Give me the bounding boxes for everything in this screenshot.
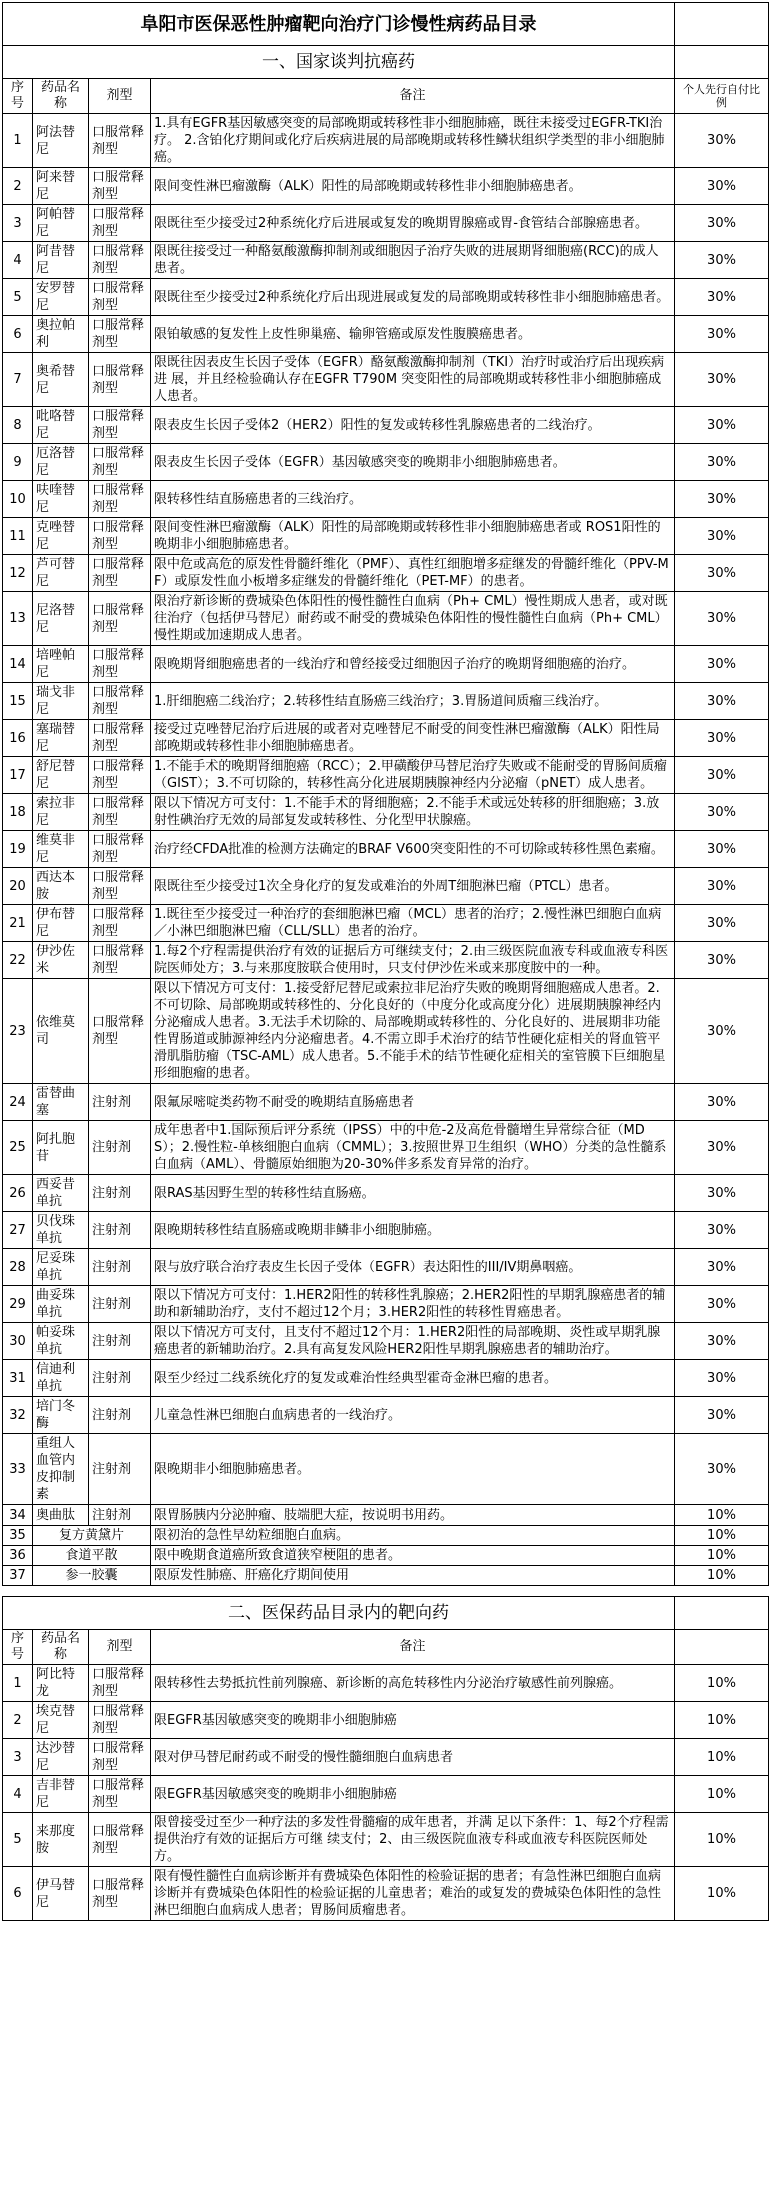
drug-name: 伊沙佐米 <box>33 942 89 979</box>
drug-note: 限EGFR基因敏感突变的晚期非小细胞肺癌 <box>151 1776 675 1813</box>
table-row <box>3 1867 769 1921</box>
self-pay-rate: 30% <box>675 1397 769 1434</box>
drug-name: 食道平散 <box>33 1546 151 1566</box>
row-number: 9 <box>3 444 33 481</box>
dosage-form: 口服常释剂型 <box>89 114 151 168</box>
dosage-form: 口服常释剂型 <box>89 794 151 831</box>
self-pay-rate: 30% <box>675 1286 769 1323</box>
dosage-form: 注射剂 <box>89 1175 151 1212</box>
table-row <box>3 1084 769 1121</box>
drug-name: 舒尼替尼 <box>33 757 89 794</box>
self-pay-rate: 10% <box>675 1526 769 1546</box>
drug-note: 限间变性淋巴瘤激酶（ALK）阳性的局部晚期或转移性非小细胞肺癌患者或 ROS1阳性的晚期非小细胞肺癌患者。 <box>151 518 675 555</box>
table-row <box>3 646 769 683</box>
drug-note: 限既往至少接受过2种系统化疗后出现进展或复发的局部晚期或转移性非小细胞肺癌患者。 <box>151 279 675 316</box>
row-number: 6 <box>3 1867 33 1921</box>
table-row <box>3 683 769 720</box>
self-pay-rate: 30% <box>675 316 769 353</box>
dosage-form: 注射剂 <box>89 1121 151 1175</box>
dosage-form: 口服常释剂型 <box>89 481 151 518</box>
drug-note: 限表皮生长因子受体2（HER2）阳性的复发或转移性乳腺癌患者的二线治疗。 <box>151 407 675 444</box>
drug-name: 雷替曲塞 <box>33 1084 89 1121</box>
table-row <box>3 1546 769 1566</box>
drug-note: 1.既往至少接受过一种治疗的套细胞淋巴瘤（MCL）患者的治疗；2.慢性淋巴细胞白血病／小淋巴细胞淋巴瘤（CLL/SLL）患者的治疗。 <box>151 905 675 942</box>
drug-name: 克唑替尼 <box>33 518 89 555</box>
drug-note: 限既往至少接受过2种系统化疗后进展或复发的晚期胃腺癌或胃-食管结合部腺癌患者。 <box>151 205 675 242</box>
drug-note: 接受过克唑替尼治疗后进展的或者对克唑替尼不耐受的间变性淋巴瘤激酶（ALK）阳性局部晚期或转移性非小细胞肺癌患者。 <box>151 720 675 757</box>
table-row <box>3 1249 769 1286</box>
drug-note: 1.具有EGFR基因敏感突变的局部晚期或转移性非小细胞肺癌，既往未接受过EGFR-TKI治疗。 2.含铂化疗期间或化疗后疾病进展的局部晚期或转移性鳞状组织学类型的非小细胞肺癌。 <box>151 114 675 168</box>
row-number: 29 <box>3 1286 33 1323</box>
drug-note: 限中危或高危的原发性骨髓纤维化（PMF）、真性红细胞增多症继发的骨髓纤维化（PPV-MF）或原发性血小板增多症继发的骨髓纤维化（PET-MF）的患者。 <box>151 555 675 592</box>
dosage-form: 口服常释剂型 <box>89 592 151 646</box>
dosage-form: 口服常释剂型 <box>89 1665 151 1702</box>
table-row <box>3 1813 769 1867</box>
dosage-form: 口服常释剂型 <box>89 720 151 757</box>
row-number: 19 <box>3 831 33 868</box>
column-header-no: 序号 <box>3 79 33 114</box>
drug-name: 阿昔替尼 <box>33 242 89 279</box>
table-row <box>3 1702 769 1739</box>
dosage-form: 口服常释剂型 <box>89 1739 151 1776</box>
drug-name: 奥曲肽 <box>33 1505 89 1526</box>
dosage-form: 注射剂 <box>89 1249 151 1286</box>
drug-note: 治疗经CFDA批准的检测方法确定的BRAF V600突变阳性的不可切除或转移性黑色素瘤。 <box>151 831 675 868</box>
self-pay-rate: 30% <box>675 114 769 168</box>
spacer-cell <box>3 1586 769 1597</box>
drug-note: 限以下情况方可支付，且支付不超过12个月：1.HER2阳性的局部晚期、炎性或早期乳腺癌患者的新辅助治疗。2.具有高复发风险HER2阳性早期乳腺癌患者的辅助治疗。 <box>151 1323 675 1360</box>
drug-note: 成年患者中1.国际预后评分系统（IPSS）中的中危-2及高危骨髓增生异常综合征（MDS）；2.慢性粒-单核细胞白血病（CMML）；3.按照世界卫生组织（WHO）分类的急性髓系白血病（AML）、骨髓原始细胞为20-30%伴多系发育异常的治疗。 <box>151 1121 675 1175</box>
drug-name: 阿扎胞苷 <box>33 1121 89 1175</box>
dosage-form: 口服常释剂型 <box>89 205 151 242</box>
section-spacer <box>3 1586 769 1597</box>
table-row <box>3 407 769 444</box>
catalog-body <box>3 3 769 1921</box>
self-pay-rate: 30% <box>675 831 769 868</box>
self-pay-rate: 30% <box>675 646 769 683</box>
drug-name: 吡咯替尼 <box>33 407 89 444</box>
drug-name: 依维莫司 <box>33 979 89 1084</box>
section-heading-row <box>3 1597 769 1630</box>
table-row <box>3 481 769 518</box>
column-header-form: 剂型 <box>89 1630 151 1665</box>
column-header-note: 备注 <box>151 1630 675 1665</box>
row-number: 23 <box>3 979 33 1084</box>
row-number: 14 <box>3 646 33 683</box>
drug-note: 限初治的急性早幼粒细胞白血病。 <box>151 1526 675 1546</box>
table-row <box>3 1175 769 1212</box>
drug-name: 伊布替尼 <box>33 905 89 942</box>
drug-name: 曲妥珠单抗 <box>33 1286 89 1323</box>
row-number: 33 <box>3 1434 33 1505</box>
row-number: 2 <box>3 168 33 205</box>
table-row <box>3 942 769 979</box>
drug-name: 阿法替尼 <box>33 114 89 168</box>
drug-name: 复方黄黛片 <box>33 1526 151 1546</box>
table-row <box>3 1739 769 1776</box>
self-pay-rate: 30% <box>675 205 769 242</box>
self-pay-rate: 30% <box>675 407 769 444</box>
row-number: 8 <box>3 407 33 444</box>
dosage-form: 口服常释剂型 <box>89 1867 151 1921</box>
row-number: 30 <box>3 1323 33 1360</box>
section-heading-row <box>3 46 769 79</box>
dosage-form: 口服常释剂型 <box>89 905 151 942</box>
self-pay-rate: 10% <box>675 1702 769 1739</box>
drug-note: 限以下情况方可支付：1.不能手术的肾细胞癌；2.不能手术或远处转移的肝细胞癌；3.放射性碘治疗无效的局部复发或转移性、分化型甲状腺癌。 <box>151 794 675 831</box>
drug-name: 培唑帕尼 <box>33 646 89 683</box>
self-pay-rate: 10% <box>675 1867 769 1921</box>
drug-name: 维莫非尼 <box>33 831 89 868</box>
row-number: 12 <box>3 555 33 592</box>
drug-note: 限以下情况方可支付：1.HER2阳性的转移性乳腺癌；2.HER2阳性的早期乳腺癌患者的辅助和新辅助治疗，支付不超过12个月；3.HER2阳性的转移性胃癌患者。 <box>151 1286 675 1323</box>
drug-name: 厄洛替尼 <box>33 444 89 481</box>
row-number: 17 <box>3 757 33 794</box>
drug-name: 贝伐珠单抗 <box>33 1212 89 1249</box>
drug-name: 奥希替尼 <box>33 353 89 407</box>
page-title: 阜阳市医保恶性肿瘤靶向治疗门诊慢性病药品目录 <box>3 3 675 46</box>
drug-name: 来那度胺 <box>33 1813 89 1867</box>
section-heading: 二、医保药品目录内的靶向药 <box>3 1597 675 1630</box>
table-row <box>3 1360 769 1397</box>
self-pay-rate: 30% <box>675 481 769 518</box>
row-number: 21 <box>3 905 33 942</box>
self-pay-rate: 30% <box>675 683 769 720</box>
drug-note: 儿童急性淋巴细胞白血病患者的一线治疗。 <box>151 1397 675 1434</box>
row-number: 31 <box>3 1360 33 1397</box>
row-number: 22 <box>3 942 33 979</box>
table-row <box>3 794 769 831</box>
row-number: 4 <box>3 1776 33 1813</box>
self-pay-rate: 30% <box>675 242 769 279</box>
table-row <box>3 1323 769 1360</box>
table-row <box>3 1776 769 1813</box>
drug-name: 阿来替尼 <box>33 168 89 205</box>
drug-name: 埃克替尼 <box>33 1702 89 1739</box>
table-row <box>3 444 769 481</box>
dosage-form: 注射剂 <box>89 1397 151 1434</box>
column-header-row <box>3 79 769 114</box>
table-row <box>3 1505 769 1526</box>
self-pay-rate: 30% <box>675 1121 769 1175</box>
drug-name: 伊马替尼 <box>33 1867 89 1921</box>
table-row <box>3 1286 769 1323</box>
dosage-form: 口服常释剂型 <box>89 407 151 444</box>
column-header-name: 药品名称 <box>33 79 89 114</box>
dosage-form: 口服常释剂型 <box>89 979 151 1084</box>
drug-name: 信迪利单抗 <box>33 1360 89 1397</box>
dosage-form: 口服常释剂型 <box>89 1776 151 1813</box>
self-pay-rate: 30% <box>675 942 769 979</box>
drug-note: 限晚期非小细胞肺癌患者。 <box>151 1434 675 1505</box>
self-pay-rate: 30% <box>675 1434 769 1505</box>
dosage-form: 注射剂 <box>89 1505 151 1526</box>
column-header-rate <box>675 1630 769 1665</box>
drug-note: 限RAS基因野生型的转移性结直肠癌。 <box>151 1175 675 1212</box>
dosage-form: 口服常释剂型 <box>89 757 151 794</box>
drug-name: 达沙替尼 <box>33 1739 89 1776</box>
section-blank-cell <box>675 1597 769 1630</box>
self-pay-rate: 10% <box>675 1546 769 1566</box>
self-pay-rate: 30% <box>675 168 769 205</box>
self-pay-rate: 30% <box>675 1360 769 1397</box>
dosage-form: 注射剂 <box>89 1084 151 1121</box>
drug-note: 限转移性结直肠癌患者的三线治疗。 <box>151 481 675 518</box>
drug-note: 限有慢性髓性白血病诊断并有费城染色体阳性的检验证据的患者；有急性淋巴细胞白血病诊断并有费城染色体阳性的检验证据的儿童患者；难治的或复发的费城染色体阳性的急性淋巴细胞白血病成人患者；胃肠间质瘤患者。 <box>151 1867 675 1921</box>
table-row <box>3 353 769 407</box>
row-number: 18 <box>3 794 33 831</box>
table-row <box>3 316 769 353</box>
dosage-form: 口服常释剂型 <box>89 868 151 905</box>
table-row <box>3 168 769 205</box>
column-header-no: 序号 <box>3 1630 33 1665</box>
self-pay-rate: 30% <box>675 592 769 646</box>
self-pay-rate: 10% <box>675 1505 769 1526</box>
self-pay-rate: 30% <box>675 444 769 481</box>
dosage-form: 口服常释剂型 <box>89 316 151 353</box>
drug-note: 限曾接受过至少一种疗法的多发性骨髓瘤的成年患者，并满 足以下条件：1、每2个疗程需提供治疗有效的证据后方可继 续支付；2、由三级医院血液专科或血液专科医院医师处方。 <box>151 1813 675 1867</box>
row-number: 4 <box>3 242 33 279</box>
row-number: 32 <box>3 1397 33 1434</box>
drug-name: 芦可替尼 <box>33 555 89 592</box>
dosage-form: 口服常释剂型 <box>89 279 151 316</box>
table-row <box>3 1665 769 1702</box>
drug-note: 限间变性淋巴瘤激酶（ALK）阳性的局部晚期或转移性非小细胞肺癌患者。 <box>151 168 675 205</box>
drug-note: 1.不能手术的晚期肾细胞癌（RCC）；2.甲磺酸伊马替尼治疗失败或不能耐受的胃肠间质瘤（GIST）；3.不可切除的，转移性高分化进展期胰腺神经内分泌瘤（pNET）成人患者。 <box>151 757 675 794</box>
row-number: 27 <box>3 1212 33 1249</box>
table-row <box>3 555 769 592</box>
drug-note: 限表皮生长因子受体（EGFR）基因敏感突变的晚期非小细胞肺癌患者。 <box>151 444 675 481</box>
row-number: 25 <box>3 1121 33 1175</box>
table-row <box>3 868 769 905</box>
self-pay-rate: 30% <box>675 518 769 555</box>
row-number: 26 <box>3 1175 33 1212</box>
drug-note: 限转移性去势抵抗性前列腺癌、新诊断的高危转移性内分泌治疗敏感性前列腺癌。 <box>151 1665 675 1702</box>
dosage-form: 口服常释剂型 <box>89 1702 151 1739</box>
dosage-form: 口服常释剂型 <box>89 683 151 720</box>
title-blank-cell <box>675 3 769 46</box>
self-pay-rate: 30% <box>675 555 769 592</box>
self-pay-rate: 10% <box>675 1566 769 1586</box>
drug-name: 重组人血管内皮抑制素 <box>33 1434 89 1505</box>
row-number: 16 <box>3 720 33 757</box>
drug-name: 安罗替尼 <box>33 279 89 316</box>
section-heading: 一、国家谈判抗癌药 <box>3 46 675 79</box>
drug-note: 限氟尿嘧啶类药物不耐受的晚期结直肠癌患者 <box>151 1084 675 1121</box>
drug-name: 索拉非尼 <box>33 794 89 831</box>
drug-note: 限中晚期食道癌所致食道狭窄梗阻的患者。 <box>151 1546 675 1566</box>
table-row <box>3 1566 769 1586</box>
column-header-row <box>3 1630 769 1665</box>
table-row <box>3 518 769 555</box>
dosage-form: 口服常释剂型 <box>89 646 151 683</box>
dosage-form: 注射剂 <box>89 1360 151 1397</box>
table-row <box>3 279 769 316</box>
self-pay-rate: 30% <box>675 1175 769 1212</box>
row-number: 11 <box>3 518 33 555</box>
drug-note: 限晚期转移性结直肠癌或晚期非鳞非小细胞肺癌。 <box>151 1212 675 1249</box>
drug-note: 限原发性肺癌、肝癌化疗期间使用 <box>151 1566 675 1586</box>
drug-name: 西妥昔单抗 <box>33 1175 89 1212</box>
section-blank-cell <box>675 46 769 79</box>
row-number: 1 <box>3 1665 33 1702</box>
drug-name: 塞瑞替尼 <box>33 720 89 757</box>
row-number: 13 <box>3 592 33 646</box>
row-number: 3 <box>3 205 33 242</box>
dosage-form: 口服常释剂型 <box>89 168 151 205</box>
self-pay-rate: 30% <box>675 1249 769 1286</box>
self-pay-rate: 10% <box>675 1739 769 1776</box>
drug-name: 吉非替尼 <box>33 1776 89 1813</box>
drug-note: 限以下情况方可支付：1.接受舒尼替尼或索拉非尼治疗失败的晚期肾细胞癌成人患者。2.不可切除、局部晚期或转移性的、分化良好的（中度分化或高度分化）进展期胰腺神经内分泌瘤成人患者。3.无法手术切除的、局部晚期或转移性的、分化良好的、进展期非功能性胃肠道或肺源神经内分泌瘤患者。4.不需立即手术治疗的结节性硬化症相关的肾血管平滑肌脂肪瘤（TSC-AML）成人患者。5.不能手术的结节性硬化症相关的室管膜下巨细胞星形细胞瘤的患者。 <box>151 979 675 1084</box>
table-row <box>3 1526 769 1546</box>
column-header-name: 药品名称 <box>33 1630 89 1665</box>
self-pay-rate: 30% <box>675 1323 769 1360</box>
row-number: 28 <box>3 1249 33 1286</box>
table-row <box>3 757 769 794</box>
table-row <box>3 979 769 1084</box>
drug-name: 培门冬酶 <box>33 1397 89 1434</box>
drug-name: 呋喹替尼 <box>33 481 89 518</box>
table-row <box>3 720 769 757</box>
dosage-form: 注射剂 <box>89 1212 151 1249</box>
drug-name: 瑞戈非尼 <box>33 683 89 720</box>
table-row <box>3 114 769 168</box>
dosage-form: 口服常释剂型 <box>89 942 151 979</box>
self-pay-rate: 10% <box>675 1776 769 1813</box>
drug-note: 限铂敏感的复发性上皮性卵巢癌、输卵管癌或原发性腹膜癌患者。 <box>151 316 675 353</box>
self-pay-rate: 30% <box>675 720 769 757</box>
drug-name: 阿比特龙 <box>33 1665 89 1702</box>
row-number: 37 <box>3 1566 33 1586</box>
drug-note: 限至少经过二线系统化疗的复发或难治性经典型霍奇金淋巴瘤的患者。 <box>151 1360 675 1397</box>
dosage-form: 口服常释剂型 <box>89 242 151 279</box>
drug-note: 限EGFR基因敏感突变的晚期非小细胞肺癌 <box>151 1702 675 1739</box>
row-number: 6 <box>3 316 33 353</box>
table-row <box>3 1121 769 1175</box>
self-pay-rate: 30% <box>675 353 769 407</box>
table-row <box>3 1397 769 1434</box>
drug-name: 帕妥珠单抗 <box>33 1323 89 1360</box>
column-header-note: 备注 <box>151 79 675 114</box>
drug-note: 限对伊马替尼耐药或不耐受的慢性髓细胞白血病患者 <box>151 1739 675 1776</box>
drug-note: 限既往至少接受过1次全身化疗的复发或难治的外周T细胞淋巴瘤（PTCL）患者。 <box>151 868 675 905</box>
drug-note: 限晚期肾细胞癌患者的一线治疗和曾经接受过细胞因子治疗的晚期肾细胞癌的治疗。 <box>151 646 675 683</box>
self-pay-rate: 30% <box>675 979 769 1084</box>
row-number: 24 <box>3 1084 33 1121</box>
drug-note: 限治疗新诊断的费城染色体阳性的慢性髓性白血病（Ph+ CML）慢性期成人患者，或对既往治疗（包括伊马替尼）耐药或不耐受的费城染色体阳性的慢性髓性白血病（Ph+ CML）慢性期或加速期成人患者。 <box>151 592 675 646</box>
row-number: 10 <box>3 481 33 518</box>
column-header-rate: 个人先行自付比例 <box>675 79 769 114</box>
row-number: 5 <box>3 279 33 316</box>
drug-name: 尼洛替尼 <box>33 592 89 646</box>
self-pay-rate: 10% <box>675 1813 769 1867</box>
dosage-form: 口服常释剂型 <box>89 831 151 868</box>
drug-name: 尼妥珠单抗 <box>33 1249 89 1286</box>
row-number: 1 <box>3 114 33 168</box>
self-pay-rate: 30% <box>675 279 769 316</box>
row-number: 36 <box>3 1546 33 1566</box>
dosage-form: 注射剂 <box>89 1286 151 1323</box>
self-pay-rate: 30% <box>675 757 769 794</box>
dosage-form: 注射剂 <box>89 1434 151 1505</box>
table-row <box>3 1212 769 1249</box>
self-pay-rate: 30% <box>675 1084 769 1121</box>
dosage-form: 口服常释剂型 <box>89 518 151 555</box>
row-number: 3 <box>3 1739 33 1776</box>
self-pay-rate: 30% <box>675 1212 769 1249</box>
dosage-form: 口服常释剂型 <box>89 1813 151 1867</box>
column-header-form: 剂型 <box>89 79 151 114</box>
row-number: 2 <box>3 1702 33 1739</box>
table-row <box>3 831 769 868</box>
row-number: 7 <box>3 353 33 407</box>
table-row <box>3 242 769 279</box>
drug-name: 阿帕替尼 <box>33 205 89 242</box>
self-pay-rate: 30% <box>675 905 769 942</box>
self-pay-rate: 30% <box>675 868 769 905</box>
drug-note: 1.每2个疗程需提供治疗有效的证据后方可继续支付；2.由三级医院血液专科或血液专科医院医师处方；3.与来那度胺联合使用时，只支付伊沙佐米或来那度胺中的一种。 <box>151 942 675 979</box>
row-number: 34 <box>3 1505 33 1526</box>
table-row <box>3 592 769 646</box>
dosage-form: 口服常释剂型 <box>89 555 151 592</box>
dosage-form: 注射剂 <box>89 1323 151 1360</box>
drug-note: 限与放疗联合治疗表皮生长因子受体（EGFR）表达阳性的III/IV期鼻咽癌。 <box>151 1249 675 1286</box>
drug-note: 1.肝细胞癌二线治疗；2.转移性结直肠癌三线治疗；3.胃肠道间质瘤三线治疗。 <box>151 683 675 720</box>
dosage-form: 口服常释剂型 <box>89 444 151 481</box>
self-pay-rate: 30% <box>675 794 769 831</box>
table-row <box>3 205 769 242</box>
catalog-table <box>2 2 769 1921</box>
title-row <box>3 3 769 46</box>
drug-note: 限既往接受过一种酪氨酸激酶抑制剂或细胞因子治疗失败的进展期肾细胞癌(RCC)的成人患者。 <box>151 242 675 279</box>
table-row <box>3 1434 769 1505</box>
row-number: 15 <box>3 683 33 720</box>
dosage-form: 口服常释剂型 <box>89 353 151 407</box>
row-number: 20 <box>3 868 33 905</box>
self-pay-rate: 10% <box>675 1665 769 1702</box>
table-row <box>3 905 769 942</box>
drug-name: 奥拉帕利 <box>33 316 89 353</box>
drug-name: 参一胶囊 <box>33 1566 151 1586</box>
drug-note: 限胃肠胰内分泌肿瘤、肢端肥大症，按说明书用药。 <box>151 1505 675 1526</box>
row-number: 35 <box>3 1526 33 1546</box>
drug-name: 西达本胺 <box>33 868 89 905</box>
row-number: 5 <box>3 1813 33 1867</box>
drug-note: 限既往因表皮生长因子受体（EGFR）酪氨酸激酶抑制剂（TKI）治疗时或治疗后出现疾病进 展，并且经检验确认存在EGFR T790M 突变阳性的局部晚期或转移性非小细胞肺癌成人患者。 <box>151 353 675 407</box>
